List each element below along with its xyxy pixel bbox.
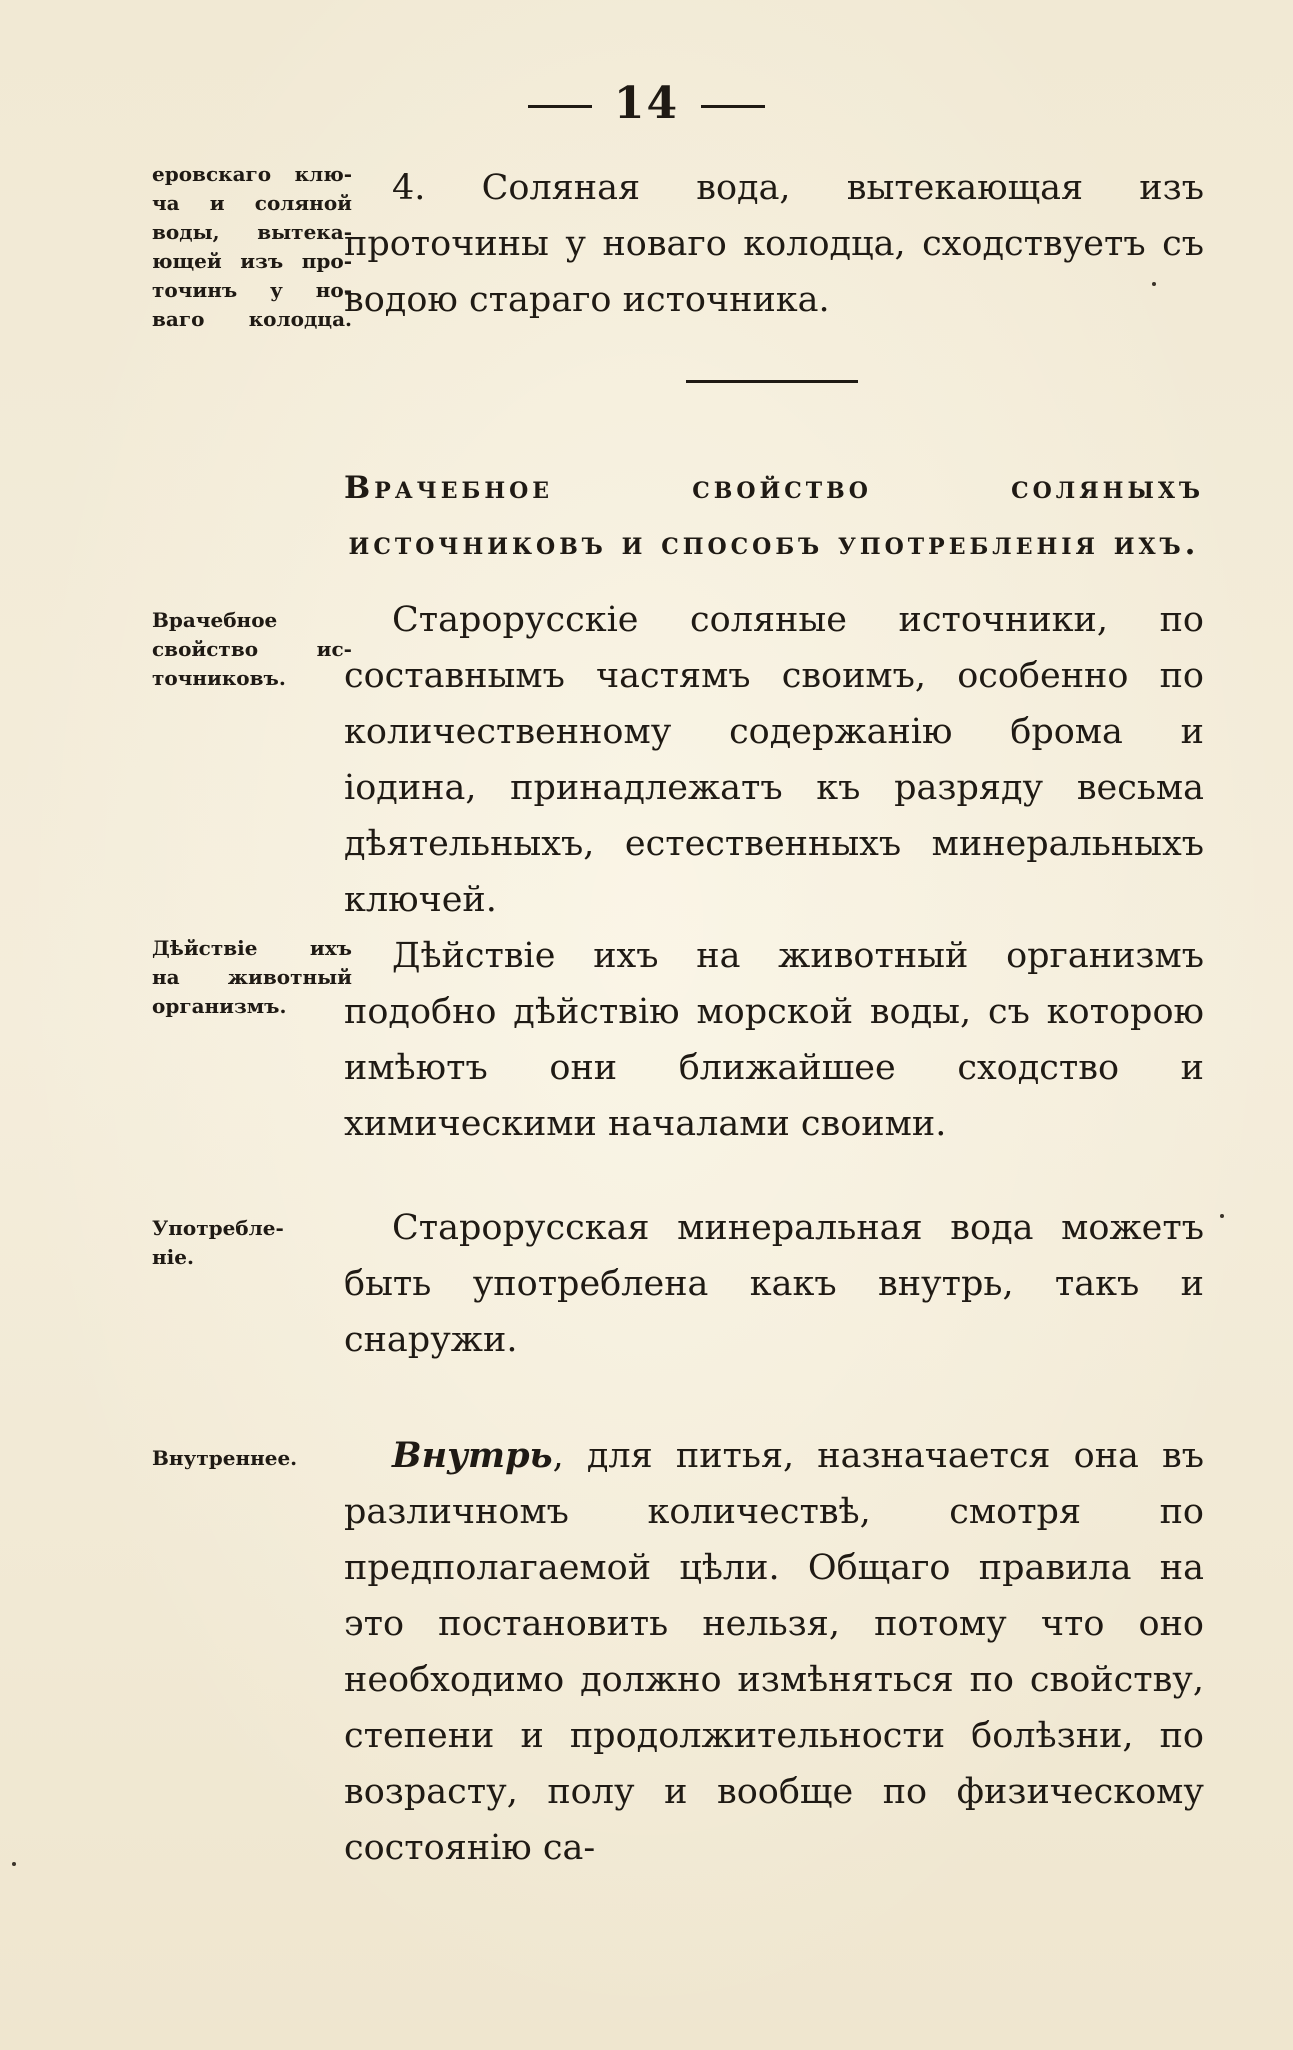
margin-note-line: ющей изъ про- [152, 249, 352, 273]
margin-note-line: свойство ис- [152, 637, 352, 661]
ink-speck [1152, 282, 1156, 286]
paragraph-text: Старорусская минеральная вода можетъ быть употреблена какъ внутрь, такъ и снаружи. [344, 1208, 1204, 1360]
paragraph-text: Дѣйствіе ихъ на животный организмъ подобно дѣйствію морской воды, съ которою имѣютъ они ближайшее сходство и химическими началами своими. [344, 936, 1204, 1144]
paragraph-medicinal-property [344, 592, 1204, 928]
section-divider [686, 380, 858, 383]
paragraph-usage [344, 1200, 1204, 1368]
margin-note-line: воды, вытека- [152, 220, 352, 244]
margin-note-line: ваго колодца. [152, 307, 352, 331]
page-number-line [0, 78, 1293, 129]
margin-note-line: точниковъ. [152, 666, 286, 690]
section-heading: Врачебное свойство соляныхъ источниковъ и способъ употребленія ихъ. [344, 470, 1204, 562]
margin-note-effect [152, 934, 352, 1021]
margin-note-line: точинъ у но- [152, 278, 352, 302]
margin-note-line: на животный [152, 965, 352, 989]
paragraph-effect [344, 928, 1204, 1152]
margin-note-line: еровскаго клю- [152, 162, 352, 186]
paragraph-internal [344, 1428, 1204, 1876]
margin-note-line: Врачебное [152, 608, 278, 632]
page-number-dash-right [701, 105, 765, 108]
margin-note-line: ча и соляной [152, 191, 352, 215]
paragraph-text: , для питья, назначается она въ различномъ количествѣ, смотря по предполагаемой цѣли. Общаго правила на это постановить нельзя, потому что оно необходимо должно измѣняться по свойству, степени и продолжительности болѣзни, по возрасту, полу и вообще по физическому состоянію са- [344, 1436, 1204, 1868]
margin-note-line: Употребле- [152, 1216, 284, 1240]
ink-speck [12, 1862, 16, 1866]
emphasis-text: Внутрь [392, 1435, 553, 1476]
margin-note-internal [152, 1444, 352, 1473]
margin-note-line: Внутреннее. [152, 1446, 298, 1470]
margin-note-line: ніе. [152, 1245, 194, 1269]
margin-note-line: организмъ. [152, 994, 287, 1018]
paragraph-salt-water [344, 160, 1204, 328]
ink-speck [1220, 1214, 1224, 1218]
margin-note-salt-water [152, 160, 352, 334]
paragraph-text: 4. Соляная вода, вытекающая изъ проточины у новаго колодца, сходствуетъ съ водою стараго источника. [344, 168, 1204, 320]
page-number-dash-left [528, 105, 592, 108]
margin-note-medicinal-property [152, 606, 352, 693]
page-number: 14 [613, 78, 680, 129]
margin-note-line: Дѣйствіе ихъ [152, 936, 352, 960]
paragraph-text: Старорусскіе соляные источники, по составнымъ частямъ своимъ, особенно по количественному содержанію брома и іодина, принадлежатъ къ разряду весьма дѣятельныхъ, естественныхъ минеральныхъ ключей. [344, 600, 1204, 920]
margin-note-usage [152, 1214, 352, 1272]
